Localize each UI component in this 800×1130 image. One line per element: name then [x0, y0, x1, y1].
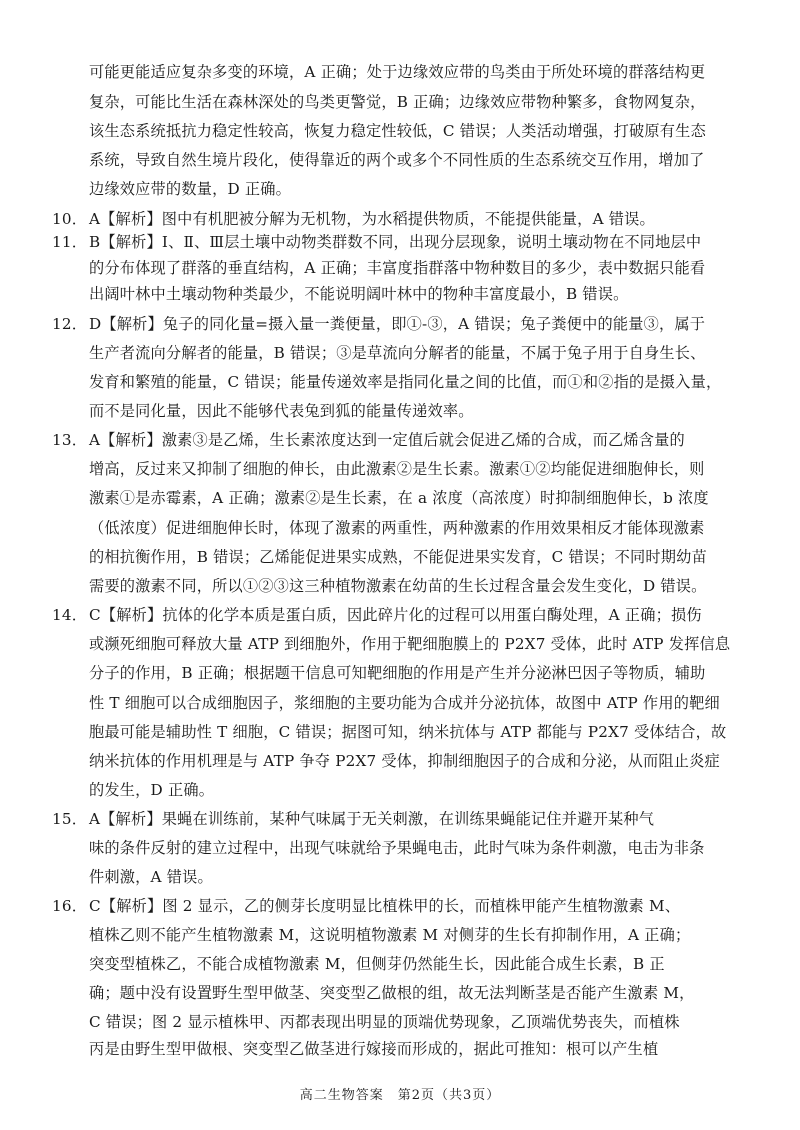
text-line: 植株乙则不能产生植物激素 M，这说明植物激素 M 对侧芽的生长有抑制作用，A 正确； [89, 926, 691, 944]
text-line: 生产者流向分解者的能量，B 错误；③是草流向分解者的能量，不属于兔子用于自身生长、 [89, 344, 706, 362]
text-line: 复杂，可能比生活在森林深处的鸟类更警觉，B 正确；边缘效应带物种繁多，食物网复杂， [89, 93, 706, 111]
text-line: 的分布体现了群落的垂直结构，A 正确；丰富度指群落中物种数目的多少，表中数据只能看 [89, 259, 706, 277]
text-line: 而不是同化量，因此不能够代表兔到狐的能量传递效率。 [89, 402, 474, 420]
text-line: 边缘效应带的数量，D 正确。 [89, 180, 292, 198]
text-line: A【解析】图中有机肥被分解为无机物，为水稻提供物质，不能提供能量，A 错误。 [89, 210, 655, 228]
question-number: 14． [52, 606, 88, 624]
text-line: 突变型植株乙，不能合成植物激素 M，但侧芽仍然能生长，因此能合成生长素，B 正 [89, 955, 665, 973]
text-line: （低浓度）促进细胞伸长时，体现了激素的两重性，两种激素的作用效果相反才能体现激素 [89, 519, 705, 537]
text-line: 的相抗衡作用，B 错误；乙烯能促进果实成熟，不能促进果实发育，C 错误；不同时期幼苗 [89, 548, 707, 566]
text-line: A【解析】果蝇在训练前，某种气味属于无关刺激，在训练果蝇能记住并避开某种气 [89, 810, 655, 828]
text-line: 件刺激，A 错误。 [89, 868, 213, 886]
text-line: C 错误；图 2 显示植株甲、丙都表现出明显的顶端优势现象，乙顶端优势丧失，而植株 [89, 1013, 680, 1031]
text-line: 需要的激素不同，所以①②③这三种植物激素在幼苗的生长过程含量会发生变化，D 错误。 [89, 577, 707, 595]
text-line: 分子的作用，B 正确；根据题干信息可知靶细胞的作用是产生并分泌淋巴因子等物质，辅助 [89, 664, 706, 682]
text-line: B【解析】Ⅰ、Ⅱ、Ⅲ层土壤中动物类群数不同，出现分层现象，说明土壤动物在不同地层中 [89, 233, 702, 251]
text-line: 纳米抗体的作用机理是与 ATP 争夺 P2X7 受体，抑制细胞因子的合成和分泌，从而阻止炎症 [89, 752, 720, 770]
text-line: 味的条件反射的建立过程中，出现气味就给予果蝇电击，此时气味为条件刺激，电击为非条 [89, 839, 705, 857]
text-line: 激素①是赤霉素，A 正确；激素②是生长素，在 a 浓度（高浓度）时抑制细胞伸长，b 浓度 [89, 489, 709, 507]
text-line: 的发生，D 正确。 [89, 781, 215, 799]
question-number: 10． [52, 210, 88, 228]
page-footer: 高二生物答案 第2页（共3页） [299, 1088, 501, 1103]
text-line: 性 T 细胞可以合成细胞因子，浆细胞的主要功能为合成并分泌抗体，故图中 ATP 作用的靶细 [89, 694, 720, 712]
text-line: 系统，导致自然生境片段化，使得靠近的两个或多个不同性质的生态系统交互作用，增加了 [89, 151, 705, 169]
text-line: 可能更能适应复杂多变的环境，A 正确；处于边缘效应带的鸟类由于所处环境的群落结构更 [89, 63, 706, 81]
text-line: 该生态系统抵抗力稳定性较高，恢复力稳定性较低，C 错误；人类活动增强，打破原有生态 [89, 122, 706, 140]
text-line: 发育和繁殖的能量，C 错误；能量传递效率是指同化量之间的比值，而①和②指的是摄入量， [89, 373, 722, 391]
text-line: A【解析】激素③是乙烯，生长素浓度达到一定值后就会促进乙烯的合成，而乙烯含量的 [89, 431, 685, 449]
text-line: 胞最可能是辅助性 T 细胞，C 错误；据图可知，纳米抗体与 ATP 都能与 P2X7 受体结合，故 [89, 723, 727, 741]
question-number: 12． [52, 315, 88, 333]
text-line: 丙是由野生型甲做根、突变型乙做茎进行嫁接而形成的，据此可推知：根可以产生植 [89, 1040, 659, 1058]
text-line: 或濒死细胞可释放大量 ATP 到细胞外，作用于靶细胞膜上的 P2X7 受体，此时 ATP 发挥信息 [89, 635, 731, 653]
text-line: D【解析】兔子的同化量=摄入量一粪便量，即①-③，A 错误；兔子粪便中的能量③，属于 [89, 315, 706, 333]
text-line: C【解析】图 2 显示，乙的侧芽长度明显比植株甲的长，而植株甲能产生植物激素 M、 [89, 897, 681, 915]
text-line: C【解析】抗体的化学本质是蛋白质，因此碎片化的过程可以用蛋白酶处理，A 正确；损伤 [89, 606, 702, 624]
question-number: 13． [52, 431, 88, 449]
question-number: 11． [52, 233, 88, 251]
question-number: 15． [52, 810, 88, 828]
text-line: 确；题中没有设置野生型甲做茎、突变型乙做根的组，故无法判断茎是否能产生激素 M， [89, 984, 695, 1002]
text-line: 出阔叶林中土壤动物种类最少，不能说明阔叶林中的物种丰富度最小，B 错误。 [89, 285, 629, 303]
question-number: 16． [52, 897, 88, 915]
text-line: 增高，反过来又抑制了细胞的伸长，由此激素②是生长素。激素①②均能促进细胞伸长，则 [89, 460, 705, 478]
